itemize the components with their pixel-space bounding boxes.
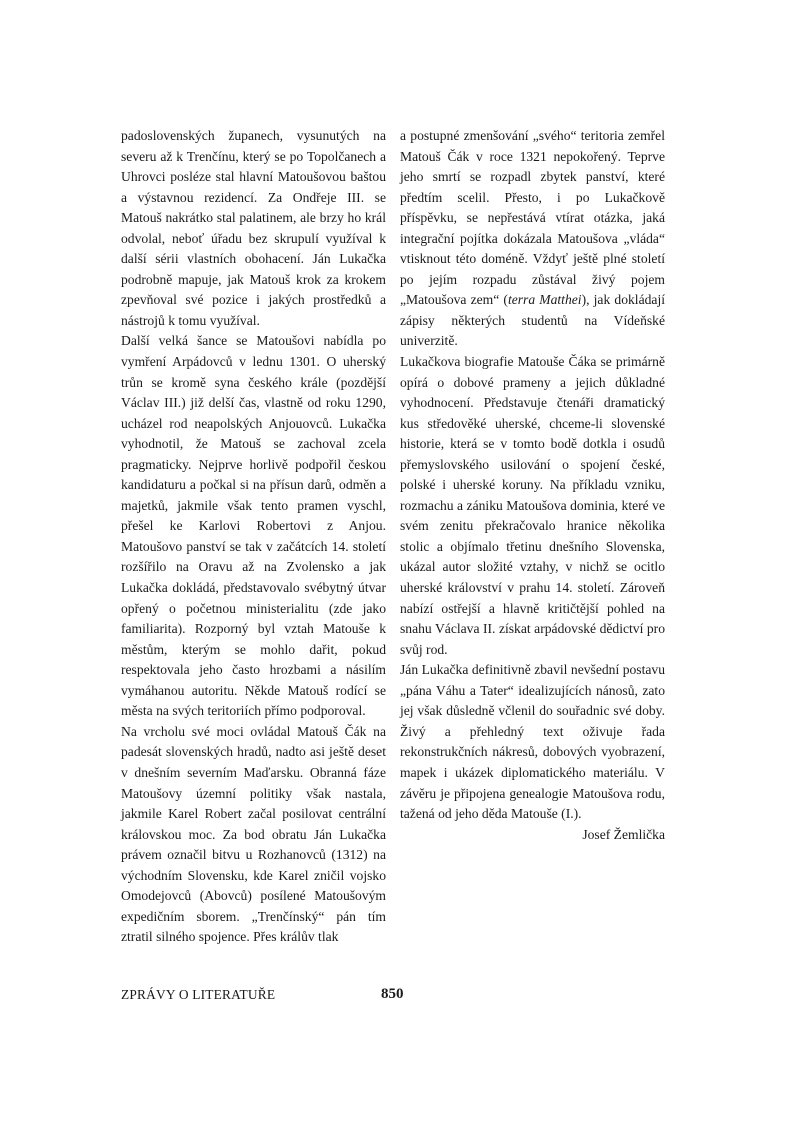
paragraph: a postupné zmenšování „svého“ teritoria zemřel Matouš Čák v roce 1321 nepokořený. Teprve jeho smrtí se rozpadl zbytek panství, které předtím scelil. Přesto, i po Lukačkově příspěvku, se nepřestává vtírat otázka, jaká integrační pojítka dokázala Matoušova „vláda“ vtisknout této doméně. Vždyť ještě plné století po jejím rozpadu zůstával živý pojem „Matoušova zem“ (terra Matthei), jak dokládají zápisy některých studentů na Vídeňské univerzitě.	[400, 128, 665, 349]
left-text-column	[121, 126, 386, 948]
paragraph: Ján Lukačka definitivně zbavil nevšední postavu „pána Váhu a Tater“ idealizujících nánosů, zato jej však důsledně včlenil do souřadnic své doby. Živý a přehledný text oživuje řada rekonstrukčních nákresů, dobových vyobrazení, mapek i ukázek diplomatického materiálu. V závěru je připojena genealogie Matoušova rodu, tažená od jeho děda Matouše (I.).	[400, 662, 665, 822]
journal-title: ZPRÁVY O LITERATUŘE	[121, 987, 276, 1002]
paragraph: Další velká šance se Matoušovi nabídla po vymření Arpádovců v lednu 1301. O uherský trůn se kromě syna českého krále (pozdější Václav III.) již delší čas, vlastně od roku 1290, ucházel rod neapolských Anjouovců. Lukačka vyhodnotil, že Matouš se zachoval zcela pragmaticky. Nejprve horlivě podpořil českou kandidaturu a počkal si na přísun darů, odměn a majetků, jakmile však tento pramen vyschl, přešel ke Karlovi Robertovi z Anjou. Matoušovo panství se tak v začátcích 14. století rozšířilo na Oravu až na Zvolensko a jak Lukačka dokládá, představovalo svébytný útvar opřený o početnou ministerialitu (zde jako familiarita). Rozporný byl vztah Matouše k městům, kterým se mohlo dařit, pokud respektovala jeho často hrozbami a násilím vymáhanou autoritu. Někde Matouš rodící se města na svých teritoriích přímo podporoval.	[121, 333, 386, 719]
paragraph: Lukačkova biografie Matouše Čáka se primárně opírá o dobové prameny a jejich důkladné vyhodnocení. Představuje čtenáři dramatický kus středověké uherské, chceme-li slovenské historie, která se v tomto bodě dotkla i osudů přemyslovského usilování o spojení české, polské i uherské koruny. Na příkladu vzniku, rozmachu a zániku Matoušova dominia, které ve svém zenitu překračovalo hranice několika stolic a objímalo třetinu dnešního Slovenska, ukázal autor složité vztahy, v nichž se ocitlo uherské království v prahu 14. století. Zároveň nabízí ostřejší a hlavně kritičtější pohled na snahu Václava II. získat arpádovské dědictví pro svůj rod.	[400, 354, 665, 657]
paragraph: padoslovenských županech, vysunutých na severu až k Trenčínu, který se po Topolčanech a Uhrovci posléze stal hlavní Matoušovou baštou a výstavnou rezidencí. Za Ondřeje III. se Matouš nakrátko stal palatinem, ale brzy ho král odvolal, neboť úřadu bez skrupulí využíval k další sérii vlastních obohacení. Ján Lukačka podrobně mapuje, jak Matouš krok za krokem zpevňoval své pozice i jakých prostředků a nástrojů k tomu využíval.	[121, 128, 386, 328]
author-signature: Josef Žemlička	[582, 826, 665, 842]
paragraph: Na vrcholu své moci ovládal Matouš Čák na padesát slovenských hradů, nadto asi ještě deset v dnešním severním Maďarsku. Obranná fáze Matoušovy územní politiky však nastala, jakmile Karel Robert začal posilovat centrální královskou moc. Za bod obratu Ján Lukačka právem označil bitvu u Rozhanovců (1312) na východním Slovensku, kde Karel zničil vojsko Omodejovců (Abovců) posílené Matoušovým expedičním sborem. „Trenčínský“ pán tím ztratil silného spojence. Přes králův tlak	[121, 723, 386, 945]
right-text-column	[400, 126, 665, 845]
page-number: 850	[381, 986, 404, 1002]
italic-term: terra Matthei	[507, 292, 582, 308]
